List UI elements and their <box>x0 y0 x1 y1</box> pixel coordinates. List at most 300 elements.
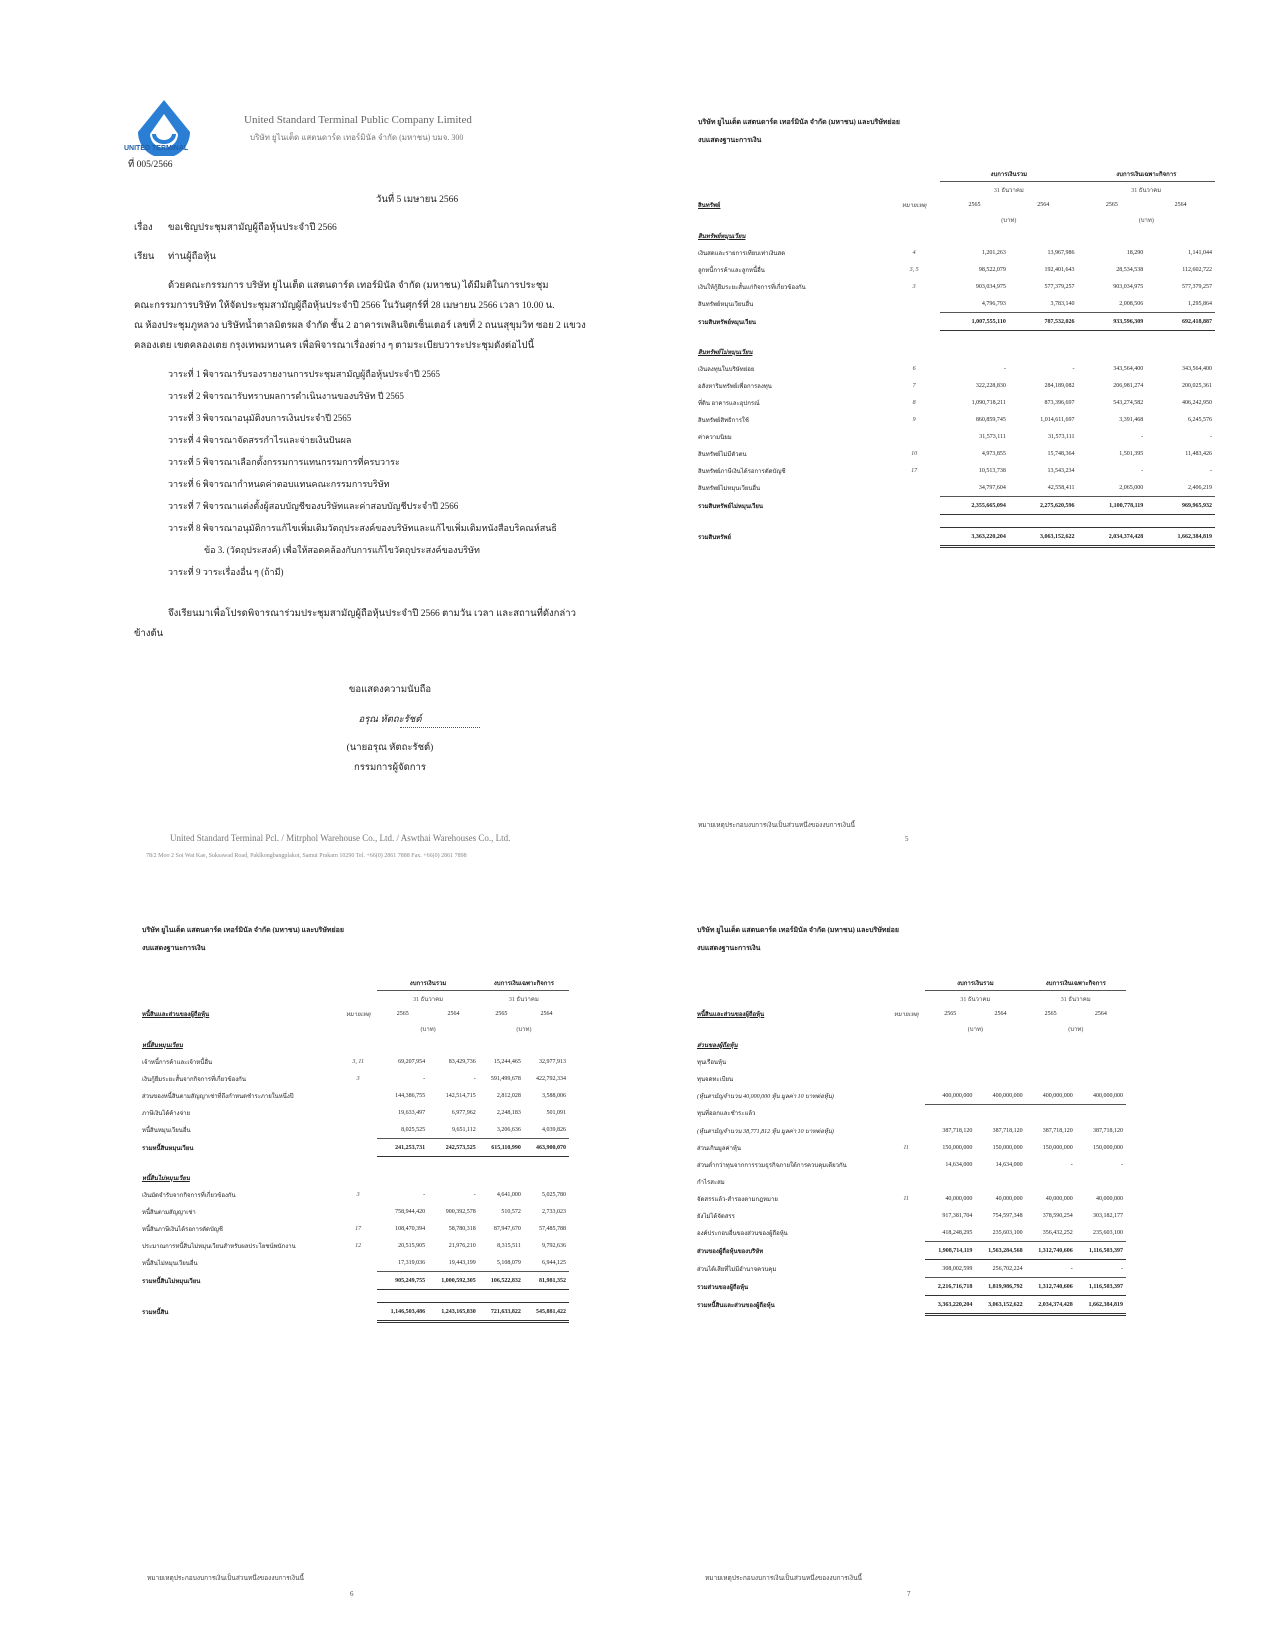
note-ref <box>887 1105 925 1123</box>
amount-cell: 387,718,120 <box>1093 1127 1123 1134</box>
line-item-label: ที่ดิน อาคารและอุปกรณ์ <box>698 400 760 407</box>
line-item-label: สินทรัพย์ไม่มีตัวตน <box>698 451 747 458</box>
company-name-th: บริษัท ยูไนเต็ด แสตนดาร์ด เทอร์มินัล จำกัด (มหาชน) บมจ. 300 <box>250 133 464 142</box>
amount-cell: 69,207,954 <box>398 1058 426 1065</box>
amount-cell <box>975 1053 1025 1070</box>
separate-header: งบการเงินเฉพาะกิจการ <box>1026 975 1126 991</box>
amount-cell: 543,274,582 <box>1113 399 1144 406</box>
amount-cell: 242,573,525 <box>428 1139 479 1157</box>
line-item-label: สินทรัพย์สิทธิการใช้ <box>698 417 749 424</box>
body-line: ณ ห้องประชุมภูหลวง บริษัทน้ำตาลมิตรผล จำกัด ชั้น 2 อาคารเพลินจิตเซ็นเตอร์ เลขที่ 2 ถนนสุขุมวิท ซอย 2 แขวง <box>134 321 586 331</box>
recipient-text: ท่านผู้ถือหุ้น <box>168 252 216 262</box>
amount-cell: 721,633,822 <box>479 1303 524 1322</box>
note-ref <box>339 1272 377 1290</box>
line-item-label: อสังหาริมทรัพย์เพื่อการลงทุน <box>698 383 772 390</box>
as-of-date: 31 ธันวาคม <box>1131 187 1162 194</box>
note-ref <box>887 1122 925 1139</box>
line-item-row <box>695 295 1215 313</box>
amount-cell: 40,000,000 <box>1045 1195 1073 1202</box>
line-item-label: ส่วนต่ำกว่าทุนจากการรวมธุรกิจภายใต้การควบคุมเดียวกัน <box>697 1162 847 1169</box>
amount-cell: 1,014,611,697 <box>1040 416 1075 423</box>
spacer <box>694 975 887 991</box>
total-row <box>694 1296 1126 1315</box>
amount-cell: 1,501,395 <box>1119 450 1144 457</box>
amount-cell: 400,000,000 <box>1076 1087 1126 1105</box>
consolidated-header: งบการเงินรวม <box>925 975 1025 991</box>
amount-cell: 40,000,000 <box>945 1195 973 1202</box>
year-header: 2565 <box>396 1011 409 1017</box>
line-item-label: ทุนที่ออกและชำระแล้ว <box>697 1111 756 1118</box>
subtotal-row <box>695 313 1215 331</box>
note-ref <box>888 479 940 497</box>
amount-cell: 32,977,913 <box>539 1058 566 1065</box>
amount-cell: 615,110,990 <box>479 1139 524 1157</box>
amount-cell: 57,485,788 <box>539 1225 566 1232</box>
spacer <box>139 975 339 991</box>
note-ref: 11 <box>903 1195 909 1202</box>
closing-line: ข้างต้น <box>134 629 164 639</box>
spacer <box>339 975 377 991</box>
amount-cell: 2,034,374,428 <box>1026 1296 1076 1315</box>
spacer <box>888 213 940 227</box>
amount-cell: 3,063,152,622 <box>1009 528 1078 547</box>
spacer <box>695 515 1215 528</box>
amount-cell: 144,386,755 <box>395 1092 426 1099</box>
amount-cell: 356,432,252 <box>1026 1224 1076 1242</box>
note-ref <box>887 1278 925 1296</box>
note-ref: 6 <box>912 365 916 372</box>
agenda-item: วาระที่ 1 พิจารณารับรองรายงานการประชุมสามัญผู้ถือหุ้นประจำปี 2565 <box>168 369 440 379</box>
column-group-header <box>694 975 1126 991</box>
amount-cell: 2,812,028 <box>496 1092 521 1099</box>
amount-cell: 150,000,000 <box>992 1144 1023 1151</box>
note-ref: 12 <box>355 1242 362 1249</box>
amount-cell: 387,718,120 <box>942 1127 973 1134</box>
note-ref <box>339 1254 377 1272</box>
amount-cell: 1,000,592,305 <box>428 1272 479 1290</box>
footnote: หมายเหตุประกอบงบการเงินเป็นส่วนหนึ่งของงบการเงินนี้ <box>698 822 855 829</box>
line-item-label: รวมหนี้สินหมุนเวียน <box>142 1145 194 1152</box>
amount-cell: 8,315,511 <box>497 1242 521 1249</box>
note-ref <box>887 1296 925 1315</box>
unit-label: (บาท) <box>420 1027 436 1033</box>
amount-cell: 6,245,576 <box>1188 416 1212 423</box>
invitation-letter-page <box>0 0 637 825</box>
spacer <box>139 991 339 1007</box>
amount-cell: 21,976,210 <box>448 1242 476 1249</box>
line-item-label: ส่วนเกินมูลค่าหุ้น <box>697 1145 741 1152</box>
statement-company: บริษัท ยูไนเต็ด แสตนดาร์ด เทอร์มินัล จำกัด (มหาชน) และบริษัทย่อย <box>697 926 899 934</box>
separate-header: งบการเงินเฉพาะกิจการ <box>479 975 569 991</box>
amount-cell: 241,253,731 <box>377 1139 428 1157</box>
note-ref: 3, 5 <box>909 266 919 273</box>
line-item-row <box>695 445 1215 462</box>
line-item-row <box>139 1237 569 1254</box>
amount-cell: 873,396,697 <box>1044 399 1075 406</box>
separate-header: งบการเงินเฉพาะกิจการ <box>1078 166 1215 182</box>
line-item-label: ส่วนของหนี้สินตามสัญญาเช่าที่ถึงกำหนดชำระภายในหนึ่งปี <box>142 1093 294 1100</box>
page-number: 6 <box>350 1590 354 1598</box>
note-ref <box>887 1070 925 1087</box>
unit-label: (บาท) <box>1138 218 1154 224</box>
line-item-label: เงินสดและรายการเทียบเท่าเงินสด <box>698 250 786 257</box>
amount-cell: 15,244,465 <box>493 1058 521 1065</box>
line-item-row <box>694 1139 1126 1156</box>
amount-cell: 917,381,704 <box>942 1212 973 1219</box>
equity-table <box>694 975 1126 1316</box>
logo-wordmark: UNITED TERMINAL <box>124 145 189 152</box>
section-heading: สินทรัพย์ <box>698 203 721 209</box>
spacer <box>139 1290 569 1303</box>
amount-cell: 3,363,220,204 <box>925 1296 975 1315</box>
footnote: หมายเหตุประกอบงบการเงินเป็นส่วนหนึ่งของงบการเงินนี้ <box>147 1575 304 1582</box>
line-item-label: เจ้าหนี้การค้าและเจ้าหนี้อื่น <box>142 1059 213 1066</box>
amount-cell: 5,108,079 <box>479 1254 524 1272</box>
line-item-label: รวมสินทรัพย์ <box>698 535 731 541</box>
reference-number: ที่ 005/2566 <box>128 160 173 170</box>
line-item-row <box>139 1254 569 1272</box>
amount-cell: 1,201,263 <box>981 249 1006 256</box>
amount-cell: 1,243,165,830 <box>428 1303 479 1322</box>
note-ref <box>888 313 940 331</box>
line-item-label: รวมส่วนของผู้ถือหุ้น <box>697 1284 749 1291</box>
section-label: หนี้สินไม่หมุนเวียน <box>142 1175 190 1182</box>
company-name-en: United Standard Terminal Public Company Limited <box>244 114 472 126</box>
amount-cell: 510,572 <box>501 1208 521 1215</box>
amount-cell: 31,573,111 <box>979 433 1006 440</box>
line-item-label: หนี้สินภาษีเงินได้รอการตัดบัญชี <box>142 1226 223 1233</box>
line-item-label: รวมหนี้สิน <box>142 1310 169 1316</box>
amount-cell: 2,406,219 <box>1146 479 1215 497</box>
line-item-row <box>695 394 1215 411</box>
amount-cell: - <box>1070 1161 1073 1168</box>
unit-row <box>694 1022 1126 1036</box>
spacer <box>887 991 925 1007</box>
amount-cell: 1,312,740,606 <box>1026 1278 1076 1296</box>
amount-cell: 2,248,183 <box>496 1109 521 1116</box>
amount-cell: 235,603,100 <box>975 1224 1025 1242</box>
consolidated-header: งบการเงินรวม <box>940 166 1077 182</box>
amount-cell: 577,379,257 <box>1044 283 1075 290</box>
as-of-date: 31 ธันวาคม <box>413 996 444 1003</box>
amount-cell: 933,596,309 <box>1078 313 1147 331</box>
amount-cell: 577,379,257 <box>1182 283 1212 290</box>
amount-cell <box>1076 1070 1126 1087</box>
amount-cell: 200,025,361 <box>1182 382 1212 389</box>
note-ref <box>339 1139 377 1157</box>
amount-cell: 343,564,400 <box>1113 365 1144 372</box>
as-of-date: 31 ธันวาคม <box>960 996 991 1003</box>
note-ref <box>887 1156 925 1173</box>
unit-label: (บาท) <box>1068 1027 1084 1033</box>
amount-cell: 591,499,678 <box>490 1075 521 1082</box>
note-ref: 11 <box>903 1144 909 1151</box>
note-ref: 3 <box>912 283 916 290</box>
line-item-row <box>139 1087 569 1104</box>
footer-companies: United Standard Terminal Pcl. / Mitrphol Warehouse Co., Ltd. / Aswthai Warehouses Co., Ltd. <box>170 833 511 843</box>
amount-cell: 83,429,736 <box>448 1058 476 1065</box>
statement-company: บริษัท ยูไนเต็ด แสตนดาร์ด เทอร์มินัล จำกัด (มหาชน) และบริษัทย่อย <box>698 118 900 126</box>
amount-cell: 1,116,503,397 <box>1076 1242 1126 1260</box>
signature: อรุณ หัตถะรัชต์ <box>358 715 422 725</box>
balance-sheet-equity-page <box>637 825 1275 1650</box>
amount-cell: 10,513,738 <box>978 467 1006 474</box>
balance-sheet-liabilities-page <box>0 825 637 1650</box>
subtotal-row <box>139 1272 569 1290</box>
unit-label: (บาท) <box>1001 218 1017 224</box>
amount-cell: 378,590,254 <box>1042 1212 1073 1219</box>
spacer <box>888 166 940 182</box>
amount-cell: 903,034,975 <box>1113 283 1144 290</box>
spacer <box>339 1022 377 1036</box>
note-ref: 10 <box>911 450 918 457</box>
amount-cell: 192,401,643 <box>1044 266 1075 273</box>
line-item-row <box>694 1122 1126 1139</box>
line-item-row <box>139 1186 569 1203</box>
signer-name: (นายอรุณ หัตถะรัชต์) <box>346 743 434 753</box>
line-item-label: รวมหนี้สินไม่หมุนเวียน <box>142 1278 201 1285</box>
line-item-row <box>694 1070 1126 1087</box>
spacer <box>888 182 940 198</box>
amount-cell: 501,091 <box>546 1109 566 1116</box>
amount-cell: 28,534,538 <box>1116 266 1144 273</box>
closing-line: จึงเรียนมาเพื่อโปรดพิจารณาร่วมประชุมสามัญผู้ถือหุ้นประจำปี 2566 ตามวัน เวลา และสถานที่ดังกล่าว <box>168 609 576 619</box>
amount-cell: 40,000,000 <box>1096 1195 1123 1202</box>
amount-cell <box>1026 1105 1076 1123</box>
page-number: 5 <box>905 835 909 843</box>
line-item-label: รวมหนี้สินและส่วนของผู้ถือหุ้น <box>697 1303 775 1309</box>
amount-cell: 1,141,044 <box>1188 249 1212 256</box>
note-ref <box>339 1087 377 1104</box>
subject-label: เรื่อง <box>134 223 153 233</box>
amount-cell: 4,039,826 <box>524 1121 569 1139</box>
note-ref <box>888 295 940 313</box>
amount-cell: 400,000,000 <box>975 1087 1025 1105</box>
amount-cell <box>975 1070 1025 1087</box>
line-item-label: สินทรัพย์ไม่หมุนเวียนอื่น <box>698 485 761 492</box>
amount-cell <box>1076 1053 1126 1070</box>
amount-cell <box>1076 1173 1126 1190</box>
spacer-row <box>695 331 1215 344</box>
year-header: 2565 <box>944 1011 957 1017</box>
line-item-row <box>139 1104 569 1121</box>
section-row <box>694 1036 1126 1053</box>
statement-company: บริษัท ยูไนเต็ด แสตนดาร์ด เทอร์มินัล จำกัด (มหาชน) และบริษัทย่อย <box>142 926 344 934</box>
statement-title: งบแสดงฐานะการเงิน <box>697 944 761 952</box>
note-ref: 9 <box>912 416 916 423</box>
line-item-row <box>695 278 1215 295</box>
agenda-item: วาระที่ 6 พิจารณากำหนดค่าตอบแทนคณะกรรมการบริษัท <box>168 479 390 489</box>
amount-cell: 106,522,832 <box>479 1272 524 1290</box>
amount-cell: 150,000,000 <box>1042 1144 1073 1151</box>
agenda-item: วาระที่ 5 พิจารณาเลือกตั้งกรรมการแทนกรรมการที่ครบวาระ <box>168 457 400 467</box>
line-item-row <box>695 244 1215 261</box>
line-item-label: เงินมัดจำรับจากกิจการที่เกี่ยวข้องกัน <box>142 1192 236 1199</box>
amount-cell: 112,602,722 <box>1182 266 1212 273</box>
unit-label: (บาท) <box>967 1027 983 1033</box>
amount-cell <box>925 1070 975 1087</box>
note-ref: 7 <box>912 382 916 389</box>
note-column-header: หมายเหตุ <box>345 1012 371 1018</box>
amount-cell: - <box>423 1191 426 1198</box>
line-item-label: ประมาณการหนี้สินไม่หมุนเวียนสำหรับผลประโยชน์พนักงาน <box>142 1243 296 1250</box>
amount-cell: 1,295,864 <box>1146 295 1215 313</box>
line-item-label: กำไรสะสม <box>697 1179 725 1186</box>
page-number: 7 <box>907 1590 911 1598</box>
note-ref <box>888 497 940 515</box>
line-item-row <box>694 1053 1126 1070</box>
note-ref <box>887 1242 925 1260</box>
line-item-label: เงินลงทุนในบริษัทย่อย <box>698 366 755 373</box>
line-item-row <box>139 1121 569 1139</box>
footer-address: 78/2 Moo 2 Soi Wat Kae, Suksawad Road, Paklkongbangplakot, Samut Prakarn 10290 Tel. +66(0) 2861 7888 Fax. +66(0) 2861 7898 <box>146 853 467 859</box>
amount-cell: 150,000,000 <box>1093 1144 1123 1151</box>
line-item-label: ทุนจดทะเบียน <box>697 1076 734 1083</box>
amount-cell <box>925 1053 975 1070</box>
note-ref: 17 <box>355 1225 362 1232</box>
amount-cell: 400,000,000 <box>1026 1087 1076 1105</box>
line-item-label: รวมสินทรัพย์ไม่หมุนเวียน <box>698 503 763 510</box>
agenda-item: วาระที่ 4 พิจารณาจัดสรรกำไรและจ่ายเงินปันผล <box>168 435 352 445</box>
line-item-label: องค์ประกอบอื่นของส่วนของผู้ถือหุ้น <box>697 1230 788 1237</box>
line-item-label: รวมสินทรัพย์หมุนเวียน <box>698 319 757 326</box>
note-ref <box>339 1303 377 1322</box>
note-ref <box>888 528 940 547</box>
amount-cell: 40,000,000 <box>995 1195 1023 1202</box>
line-item-label: ลูกหนี้การค้าและลูกหนี้อื่น <box>698 267 765 274</box>
amount-cell: 14,634,000 <box>995 1161 1023 1168</box>
amount-cell: 2,355,665,094 <box>940 497 1009 515</box>
amount-cell: 18,290 <box>1126 249 1144 256</box>
amount-cell: - <box>423 1075 426 1082</box>
spacer <box>887 975 925 991</box>
spacer <box>694 1022 887 1036</box>
amount-cell: - <box>1210 467 1212 474</box>
amount-cell: 6,944,125 <box>524 1254 569 1272</box>
amount-cell: 11,483,426 <box>1185 450 1212 457</box>
line-item-row <box>139 1070 569 1087</box>
amount-cell: - <box>1210 433 1212 440</box>
amount-cell: 6,977,962 <box>451 1109 476 1116</box>
total-row <box>139 1303 569 1322</box>
line-item-row <box>139 1203 569 1220</box>
amount-cell: 903,034,975 <box>975 283 1006 290</box>
statement-title: งบแสดงฐานะการเงิน <box>698 136 762 144</box>
letter-date: วันที่ 5 เมษายน 2566 <box>376 195 459 205</box>
subtotal-row <box>695 497 1215 515</box>
recipient-label: เรียน <box>134 252 155 262</box>
amount-cell: - <box>1003 365 1006 372</box>
amount-cell: 81,981,352 <box>524 1272 569 1290</box>
amount-cell: 1,146,503,486 <box>377 1303 428 1322</box>
amount-cell: - <box>1121 1161 1123 1168</box>
amount-cell <box>1026 1173 1076 1190</box>
amount-cell: 206,981,274 <box>1113 382 1144 389</box>
line-item-label: เงินให้กู้ยืมระยะสั้นแก่กิจการที่เกี่ยวข้องกัน <box>698 284 806 291</box>
agenda-item-continued: ข้อ 3. (วัตถุประสงค์) เพื่อให้สอดคล้องกับการแก้ไขวัตถุประสงค์ของบริษัท <box>204 545 480 555</box>
footnote: หมายเหตุประกอบงบการเงินเป็นส่วนหนึ่งของงบการเงินนี้ <box>705 1575 862 1582</box>
line-item-label: ส่วนได้เสียที่ไม่มีอำนาจควบคุม <box>697 1266 777 1273</box>
amount-cell: 13,967,986 <box>1047 249 1075 256</box>
amount-cell: 1,312,740,606 <box>1026 1242 1076 1260</box>
line-item-row <box>695 411 1215 428</box>
line-item-label: (หุ้นสามัญจำนวน 38,771,812 หุ้น มูลค่า 10 บาทต่อหุ้น) <box>697 1128 834 1135</box>
year-header: 2564 <box>994 1011 1007 1017</box>
spacer <box>694 991 887 1007</box>
year-row <box>694 1006 1126 1022</box>
amount-cell: 87,947,670 <box>493 1225 521 1232</box>
amount-cell: 1,819,986,792 <box>975 1278 1025 1296</box>
amount-cell: 235,603,100 <box>1076 1224 1126 1242</box>
amount-cell: 3,063,152,622 <box>975 1296 1025 1315</box>
spacer <box>339 991 377 1007</box>
amount-cell <box>975 1173 1025 1190</box>
as-of-row <box>694 991 1126 1007</box>
subtotal-row <box>139 1139 569 1157</box>
amount-cell: 4,973,855 <box>981 450 1006 457</box>
note-ref <box>887 1207 925 1224</box>
spacer <box>139 1022 339 1036</box>
line-item-row <box>695 360 1215 377</box>
assets-table <box>695 166 1215 548</box>
amount-cell: 2,065,000 <box>1078 479 1147 497</box>
as-of-date: 31 ธันวาคม <box>993 187 1024 194</box>
agenda-item: วาระที่ 7 พิจารณาแต่งตั้งผู้สอบบัญชีของบริษัทและค่าสอบบัญชีประจำปี 2566 <box>168 501 459 511</box>
section-label: สินทรัพย์ไม่หมุนเวียน <box>698 349 753 356</box>
year-header: 2564 <box>540 1011 553 1017</box>
amount-cell: 1,007,555,110 <box>940 313 1009 331</box>
note-ref <box>888 428 940 445</box>
column-group-header <box>695 166 1215 182</box>
amount-cell: 692,418,887 <box>1146 313 1215 331</box>
subject-text: ขอเชิญประชุมสามัญผู้ถือหุ้นประจำปี 2566 <box>168 223 337 233</box>
amount-cell: 860,859,745 <box>975 416 1006 423</box>
amount-cell: 2,275,620,596 <box>1009 497 1078 515</box>
amount-cell: 3,206,636 <box>479 1121 524 1139</box>
amount-cell: 387,718,120 <box>992 1127 1023 1134</box>
note-ref <box>887 1173 925 1190</box>
year-header: 2564 <box>447 1011 460 1017</box>
amount-cell: 545,881,422 <box>524 1303 569 1322</box>
section-heading: หนี้สินและส่วนของผู้ถือหุ้น <box>697 1012 765 1018</box>
agenda-item: วาระที่ 9 วาระเรื่องอื่น ๆ (ถ้ามี) <box>168 567 284 577</box>
amount-cell: - <box>1076 1260 1126 1278</box>
agenda-item: วาระที่ 3 พิจารณาอนุมัติงบการเงินประจำปี 2565 <box>168 413 352 423</box>
spacer <box>695 182 888 198</box>
section-row <box>695 343 1215 360</box>
amount-cell: 406,242,950 <box>1182 399 1212 406</box>
signer-title: กรรมการผู้จัดการ <box>354 763 426 773</box>
line-item-label: ทุนเรือนหุ้น <box>697 1059 727 1066</box>
line-item-row <box>695 479 1215 497</box>
unit-row <box>695 213 1215 227</box>
amount-cell: 256,702,224 <box>975 1260 1025 1278</box>
note-ref: 3 <box>356 1075 360 1082</box>
note-ref: 3 <box>356 1191 360 1198</box>
total-row <box>695 528 1215 547</box>
spacer <box>695 213 888 227</box>
amount-cell: 2,216,716,718 <box>925 1278 975 1296</box>
line-item-row <box>139 1220 569 1237</box>
line-item-row <box>694 1173 1126 1190</box>
amount-cell <box>1026 1070 1076 1087</box>
spacer-row <box>139 1290 569 1303</box>
regards: ขอแสดงความนับถือ <box>348 685 432 695</box>
note-ref: 4 <box>912 249 916 256</box>
line-item-label: ภาษีเงินได้ค้างจ่าย <box>142 1110 190 1117</box>
year-header: 2564 <box>1037 202 1050 208</box>
amount-cell: 308,002,599 <box>925 1260 975 1278</box>
